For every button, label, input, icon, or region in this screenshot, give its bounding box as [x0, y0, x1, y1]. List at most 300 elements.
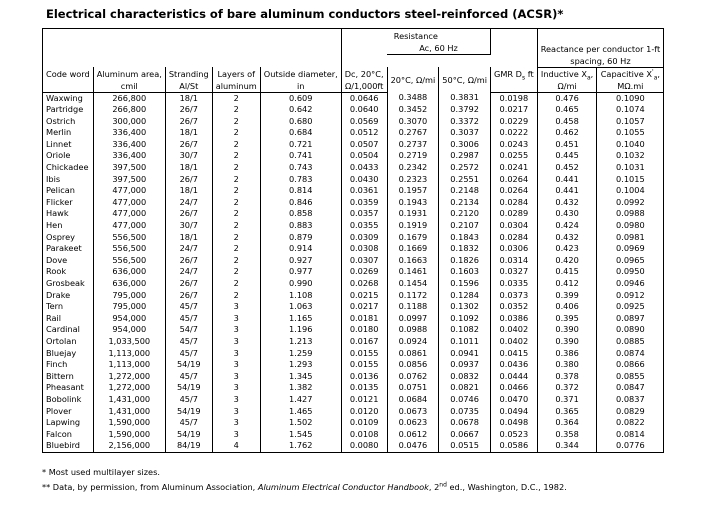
cell-capacitive-xa: 0.1055 [597, 127, 664, 139]
cell-stranding: 54/7 [165, 324, 212, 336]
cell-inductive-xa: 0.476 [537, 92, 597, 104]
cell-ac-50c: 0.2572 [439, 162, 491, 174]
cell-code-word: Hen [43, 220, 94, 232]
cell-capacitive-xa: 0.1031 [597, 162, 664, 174]
cell-capacitive-xa: 0.0776 [597, 440, 664, 452]
table-row [43, 290, 664, 302]
cell-inductive-xa: 0.371 [537, 394, 597, 406]
cell-code-word: Bobolink [43, 394, 94, 406]
cell-gmr: 0.0198 [490, 92, 537, 104]
cell-capacitive-xa: 0.0946 [597, 278, 664, 290]
cell-aluminum-area: 397,500 [93, 174, 165, 186]
cell-code-word: Merlin [43, 127, 94, 139]
cell-gmr: 0.0498 [490, 417, 537, 429]
cell-dc-20c: 0.0359 [341, 197, 387, 209]
cell-layers: 2 [212, 162, 260, 174]
cell-ac-50c: 0.1092 [439, 313, 491, 325]
cell-aluminum-area: 1,033,500 [93, 336, 165, 348]
cell-dc-20c: 0.0120 [341, 406, 387, 418]
cell-capacitive-xa: 0.0925 [597, 301, 664, 313]
cell-stranding: 54/19 [165, 382, 212, 394]
cell-code-word: Falcon [43, 429, 94, 441]
cell-ac-20c: 0.0623 [387, 417, 439, 429]
cell-capacitive-xa: 0.0874 [597, 348, 664, 360]
cell-inductive-xa: 0.432 [537, 232, 597, 244]
cell-gmr: 0.0436 [490, 359, 537, 371]
cell-layers: 3 [212, 359, 260, 371]
table-row [43, 324, 664, 336]
cell-outside-diameter: 0.743 [260, 162, 341, 174]
table-row [43, 92, 664, 104]
cell-stranding: 84/19 [165, 440, 212, 452]
cell-ac-50c: 0.0735 [439, 406, 491, 418]
cell-layers: 2 [212, 243, 260, 255]
cell-ac-20c: 0.1931 [387, 208, 439, 220]
cell-stranding: 26/7 [165, 290, 212, 302]
cell-inductive-xa: 0.390 [537, 336, 597, 348]
cell-code-word: Parakeet [43, 243, 94, 255]
table-row [43, 127, 664, 139]
table-row [43, 359, 664, 371]
cell-gmr: 0.0352 [490, 301, 537, 313]
header-stranding-l1: Stranding [165, 67, 212, 80]
cell-layers: 2 [212, 208, 260, 220]
cell-inductive-xa: 0.372 [537, 382, 597, 394]
cell-code-word: Plover [43, 406, 94, 418]
cell-dc-20c: 0.0307 [341, 255, 387, 267]
cell-outside-diameter: 0.684 [260, 127, 341, 139]
cell-gmr: 0.0304 [490, 220, 537, 232]
cell-dc-20c: 0.0155 [341, 359, 387, 371]
table-row [43, 197, 664, 209]
cell-aluminum-area: 477,000 [93, 208, 165, 220]
cell-outside-diameter: 0.642 [260, 104, 341, 116]
cell-dc-20c: 0.0108 [341, 429, 387, 441]
cell-stranding: 18/1 [165, 232, 212, 244]
cell-outside-diameter: 1.427 [260, 394, 341, 406]
header-gmr: GMR $D_s$ ft [490, 67, 537, 80]
cell-capacitive-xa: 0.0814 [597, 429, 664, 441]
cell-code-word: Chickadee [43, 162, 94, 174]
cell-code-word: Pelican [43, 185, 94, 197]
cell-ac-50c: 0.0937 [439, 359, 491, 371]
cell-code-word: Linnet [43, 139, 94, 151]
cell-ac-50c: 0.2120 [439, 208, 491, 220]
table-row [43, 336, 664, 348]
cell-outside-diameter: 1.382 [260, 382, 341, 394]
cell-capacitive-xa: 0.1032 [597, 150, 664, 162]
cell-layers: 3 [212, 371, 260, 383]
cell-code-word: Dove [43, 255, 94, 267]
cell-capacitive-xa: 0.0855 [597, 371, 664, 383]
cell-stranding: 54/19 [165, 429, 212, 441]
cell-dc-20c: 0.0215 [341, 290, 387, 302]
cell-inductive-xa: 0.399 [537, 290, 597, 302]
cell-ac-50c: 0.1011 [439, 336, 491, 348]
cell-stranding: 24/7 [165, 197, 212, 209]
cell-code-word: Ibis [43, 174, 94, 186]
cell-outside-diameter: 1.293 [260, 359, 341, 371]
cell-stranding: 18/1 [165, 185, 212, 197]
cell-dc-20c: 0.0121 [341, 394, 387, 406]
cell-aluminum-area: 636,000 [93, 266, 165, 278]
cell-capacitive-xa: 0.0822 [597, 417, 664, 429]
cell-ac-20c: 0.0988 [387, 324, 439, 336]
header-od-l1: Outside diameter, [260, 67, 341, 80]
cell-ac-20c: 0.1957 [387, 185, 439, 197]
cell-dc-20c: 0.0512 [341, 127, 387, 139]
cell-code-word: Bittern [43, 371, 94, 383]
cell-outside-diameter: 1.063 [260, 301, 341, 313]
cell-ac-20c: 0.0762 [387, 371, 439, 383]
cell-inductive-xa: 0.462 [537, 127, 597, 139]
cell-ac-50c: 0.3372 [439, 116, 491, 128]
table-row [43, 162, 664, 174]
table-row [43, 348, 664, 360]
cell-outside-diameter: 0.977 [260, 266, 341, 278]
cell-capacitive-xa: 0.0992 [597, 197, 664, 209]
cell-inductive-xa: 0.445 [537, 150, 597, 162]
cell-capacitive-xa: 0.0981 [597, 232, 664, 244]
cell-outside-diameter: 0.741 [260, 150, 341, 162]
footnote-most-used: * Most used multilayer sizes. [42, 467, 160, 477]
header-ac-60hz: Ac, 60 Hz [387, 42, 490, 55]
cell-dc-20c: 0.0308 [341, 243, 387, 255]
cell-layers: 3 [212, 324, 260, 336]
cell-code-word: Flicker [43, 197, 94, 209]
cell-stranding: 26/7 [165, 278, 212, 290]
cell-outside-diameter: 1.213 [260, 336, 341, 348]
cell-ac-20c: 0.3070 [387, 116, 439, 128]
cell-dc-20c: 0.0080 [341, 440, 387, 452]
cell-code-word: Osprey [43, 232, 94, 244]
cell-dc-20c: 0.0155 [341, 348, 387, 360]
cell-dc-20c: 0.0217 [341, 301, 387, 313]
cell-gmr: 0.0466 [490, 382, 537, 394]
cell-aluminum-area: 336,400 [93, 139, 165, 151]
cell-dc-20c: 0.0646 [341, 92, 387, 104]
cell-aluminum-area: 477,000 [93, 220, 165, 232]
cell-layers: 2 [212, 139, 260, 151]
cell-ac-20c: 0.1943 [387, 197, 439, 209]
cell-outside-diameter: 1.196 [260, 324, 341, 336]
cell-layers: 2 [212, 127, 260, 139]
header-area-l2: cmil [93, 80, 165, 93]
footnote-source: ** Data, by permission, from Aluminum Association, Aluminum Electrical Conductor Handbook, 2nd ed., Washington, D.C., 1982. [42, 481, 567, 492]
cell-outside-diameter: 0.846 [260, 197, 341, 209]
cell-outside-diameter: 1.165 [260, 313, 341, 325]
header-reactance-l1: Reactance per conductor 1-ft [537, 42, 664, 55]
cell-gmr: 0.0264 [490, 174, 537, 186]
cell-stranding: 18/1 [165, 92, 212, 104]
cell-outside-diameter: 0.879 [260, 232, 341, 244]
cell-layers: 2 [212, 104, 260, 116]
cell-gmr: 0.0217 [490, 104, 537, 116]
cell-stranding: 45/7 [165, 301, 212, 313]
cell-ac-50c: 0.2551 [439, 174, 491, 186]
cell-stranding: 30/7 [165, 220, 212, 232]
cell-code-word: Rail [43, 313, 94, 325]
cell-dc-20c: 0.0136 [341, 371, 387, 383]
acsr-table [42, 28, 664, 453]
cell-ac-50c: 0.1832 [439, 243, 491, 255]
cell-gmr: 0.0241 [490, 162, 537, 174]
cell-dc-20c: 0.0640 [341, 104, 387, 116]
cell-ac-50c: 0.1302 [439, 301, 491, 313]
cell-outside-diameter: 0.990 [260, 278, 341, 290]
cell-dc-20c: 0.0569 [341, 116, 387, 128]
cell-ac-20c: 0.3452 [387, 104, 439, 116]
cell-capacitive-xa: 0.0965 [597, 255, 664, 267]
cell-ac-20c: 0.0751 [387, 382, 439, 394]
table-row [43, 406, 664, 418]
header-resistance: Resistance [341, 29, 490, 43]
cell-ac-20c: 0.2323 [387, 174, 439, 186]
cell-aluminum-area: 300,000 [93, 116, 165, 128]
cell-capacitive-xa: 0.0897 [597, 313, 664, 325]
cell-gmr: 0.0284 [490, 232, 537, 244]
cell-aluminum-area: 477,000 [93, 197, 165, 209]
cell-stranding: 26/7 [165, 116, 212, 128]
cell-capacitive-xa: 0.0837 [597, 394, 664, 406]
cell-outside-diameter: 0.680 [260, 116, 341, 128]
cell-ac-50c: 0.3831 [439, 92, 491, 104]
cell-outside-diameter: 1.259 [260, 348, 341, 360]
cell-layers: 3 [212, 429, 260, 441]
table-row [43, 313, 664, 325]
cell-gmr: 0.0327 [490, 266, 537, 278]
cell-layers: 3 [212, 348, 260, 360]
cell-ac-20c: 0.2342 [387, 162, 439, 174]
cell-code-word: Bluejay [43, 348, 94, 360]
cell-code-word: Grosbeak [43, 278, 94, 290]
cell-ac-50c: 0.2107 [439, 220, 491, 232]
table-row [43, 429, 664, 441]
cell-ac-20c: 0.0684 [387, 394, 439, 406]
cell-capacitive-xa: 0.1040 [597, 139, 664, 151]
cell-code-word: Partridge [43, 104, 94, 116]
cell-layers: 3 [212, 406, 260, 418]
cell-ac-20c: 0.0612 [387, 429, 439, 441]
cell-capacitive-xa: 0.1057 [597, 116, 664, 128]
cell-stranding: 45/7 [165, 417, 212, 429]
cell-ac-20c: 0.2767 [387, 127, 439, 139]
cell-dc-20c: 0.0504 [341, 150, 387, 162]
cell-aluminum-area: 2,156,000 [93, 440, 165, 452]
cell-outside-diameter: 0.914 [260, 243, 341, 255]
cell-ac-20c: 0.0924 [387, 336, 439, 348]
cell-layers: 2 [212, 255, 260, 267]
cell-aluminum-area: 556,500 [93, 243, 165, 255]
table-row [43, 150, 664, 162]
cell-aluminum-area: 556,500 [93, 232, 165, 244]
cell-gmr: 0.0255 [490, 150, 537, 162]
table-row [43, 266, 664, 278]
cell-gmr: 0.0335 [490, 278, 537, 290]
cell-aluminum-area: 954,000 [93, 313, 165, 325]
cell-gmr: 0.0373 [490, 290, 537, 302]
cell-capacitive-xa: 0.0829 [597, 406, 664, 418]
cell-gmr: 0.0586 [490, 440, 537, 452]
cell-ac-50c: 0.2134 [439, 197, 491, 209]
cell-aluminum-area: 477,000 [93, 185, 165, 197]
cell-ac-20c: 0.0673 [387, 406, 439, 418]
cell-aluminum-area: 266,800 [93, 104, 165, 116]
cell-ac-20c: 0.0861 [387, 348, 439, 360]
cell-inductive-xa: 0.423 [537, 243, 597, 255]
cell-ac-50c: 0.2987 [439, 150, 491, 162]
cell-inductive-xa: 0.415 [537, 266, 597, 278]
header-ac20: 20°C, Ω/mi [387, 67, 439, 92]
cell-aluminum-area: 397,500 [93, 162, 165, 174]
cell-outside-diameter: 0.609 [260, 92, 341, 104]
cell-ac-20c: 0.0997 [387, 313, 439, 325]
table-row [43, 417, 664, 429]
cell-outside-diameter: 0.927 [260, 255, 341, 267]
cell-dc-20c: 0.0180 [341, 324, 387, 336]
cell-ac-20c: 0.0856 [387, 359, 439, 371]
cell-aluminum-area: 1,431,000 [93, 406, 165, 418]
cell-capacitive-xa: 0.0912 [597, 290, 664, 302]
cell-layers: 2 [212, 197, 260, 209]
cell-capacitive-xa: 0.0866 [597, 359, 664, 371]
cell-layers: 2 [212, 185, 260, 197]
cell-layers: 2 [212, 278, 260, 290]
cell-ac-50c: 0.3037 [439, 127, 491, 139]
cell-ac-20c: 0.3488 [387, 92, 439, 104]
cell-code-word: Hawk [43, 208, 94, 220]
cell-inductive-xa: 0.458 [537, 116, 597, 128]
header-dc-l1: Dc, 20°C, [341, 67, 387, 80]
cell-layers: 2 [212, 92, 260, 104]
header-area-l1: Aluminum area, [93, 67, 165, 80]
header-cap-unit: MΩ.mi [597, 80, 664, 93]
cell-gmr: 0.0229 [490, 116, 537, 128]
table-row [43, 232, 664, 244]
cell-inductive-xa: 0.441 [537, 174, 597, 186]
cell-inductive-xa: 0.430 [537, 208, 597, 220]
cell-aluminum-area: 1,113,000 [93, 348, 165, 360]
cell-stranding: 26/7 [165, 174, 212, 186]
cell-stranding: 26/7 [165, 255, 212, 267]
table-title: Electrical characteristics of bare aluminum conductors steel-reinforced (ACSR)* [46, 7, 564, 21]
cell-ac-20c: 0.2737 [387, 139, 439, 151]
table-row [43, 382, 664, 394]
cell-ac-20c: 0.1172 [387, 290, 439, 302]
cell-outside-diameter: 0.814 [260, 185, 341, 197]
table-row [43, 371, 664, 383]
header-code-word: Code word [43, 67, 94, 80]
cell-dc-20c: 0.0268 [341, 278, 387, 290]
cell-layers: 2 [212, 116, 260, 128]
cell-aluminum-area: 336,400 [93, 150, 165, 162]
cell-ac-50c: 0.3792 [439, 104, 491, 116]
table-row [43, 278, 664, 290]
cell-ac-50c: 0.0941 [439, 348, 491, 360]
cell-ac-50c: 0.1843 [439, 232, 491, 244]
cell-dc-20c: 0.0433 [341, 162, 387, 174]
cell-dc-20c: 0.0357 [341, 208, 387, 220]
cell-stranding: 54/19 [165, 359, 212, 371]
cell-gmr: 0.0470 [490, 394, 537, 406]
cell-outside-diameter: 1.762 [260, 440, 341, 452]
cell-ac-50c: 0.0515 [439, 440, 491, 452]
cell-stranding: 18/1 [165, 127, 212, 139]
cell-gmr: 0.0415 [490, 348, 537, 360]
cell-ac-20c: 0.2719 [387, 150, 439, 162]
cell-ac-50c: 0.1603 [439, 266, 491, 278]
cell-outside-diameter: 0.783 [260, 174, 341, 186]
cell-ac-20c: 0.1454 [387, 278, 439, 290]
cell-aluminum-area: 266,800 [93, 92, 165, 104]
cell-inductive-xa: 0.390 [537, 324, 597, 336]
cell-gmr: 0.0386 [490, 313, 537, 325]
cell-code-word: Ortolan [43, 336, 94, 348]
cell-capacitive-xa: 0.1004 [597, 185, 664, 197]
table-row [43, 104, 664, 116]
cell-gmr: 0.0222 [490, 127, 537, 139]
cell-ac-20c: 0.1663 [387, 255, 439, 267]
cell-inductive-xa: 0.395 [537, 313, 597, 325]
cell-code-word: Tern [43, 301, 94, 313]
cell-aluminum-area: 795,000 [93, 301, 165, 313]
cell-ac-20c: 0.1919 [387, 220, 439, 232]
cell-layers: 3 [212, 301, 260, 313]
cell-code-word: Drake [43, 290, 94, 302]
cell-stranding: 45/7 [165, 313, 212, 325]
header-capacitive: Capacitive $X'_a$, [597, 67, 664, 80]
header-stranding-l2: Al/St [165, 80, 212, 93]
table-row [43, 208, 664, 220]
cell-inductive-xa: 0.380 [537, 359, 597, 371]
cell-capacitive-xa: 0.0969 [597, 243, 664, 255]
cell-stranding: 24/7 [165, 266, 212, 278]
cell-outside-diameter: 1.465 [260, 406, 341, 418]
cell-ac-50c: 0.0832 [439, 371, 491, 383]
cell-gmr: 0.0306 [490, 243, 537, 255]
cell-capacitive-xa: 0.1074 [597, 104, 664, 116]
cell-stranding: 30/7 [165, 150, 212, 162]
header-layers-l1: Layers of [212, 67, 260, 80]
cell-gmr: 0.0264 [490, 185, 537, 197]
cell-ac-50c: 0.1082 [439, 324, 491, 336]
cell-stranding: 26/7 [165, 104, 212, 116]
cell-dc-20c: 0.0135 [341, 382, 387, 394]
cell-gmr: 0.0284 [490, 197, 537, 209]
cell-ac-50c: 0.1826 [439, 255, 491, 267]
table-row [43, 174, 664, 186]
cell-code-word: Ostrich [43, 116, 94, 128]
cell-inductive-xa: 0.451 [537, 139, 597, 151]
cell-inductive-xa: 0.378 [537, 371, 597, 383]
cell-aluminum-area: 1,272,000 [93, 371, 165, 383]
cell-stranding: 26/7 [165, 139, 212, 151]
cell-inductive-xa: 0.452 [537, 162, 597, 174]
cell-stranding: 45/7 [165, 394, 212, 406]
cell-outside-diameter: 0.721 [260, 139, 341, 151]
cell-code-word: Oriole [43, 150, 94, 162]
cell-code-word: Finch [43, 359, 94, 371]
table-body [43, 92, 664, 452]
cell-ac-50c: 0.1284 [439, 290, 491, 302]
cell-gmr: 0.0402 [490, 336, 537, 348]
cell-capacitive-xa: 0.0847 [597, 382, 664, 394]
footnotes [42, 465, 567, 495]
cell-ac-50c: 0.2148 [439, 185, 491, 197]
cell-dc-20c: 0.0355 [341, 220, 387, 232]
cell-outside-diameter: 0.858 [260, 208, 341, 220]
cell-layers: 2 [212, 150, 260, 162]
